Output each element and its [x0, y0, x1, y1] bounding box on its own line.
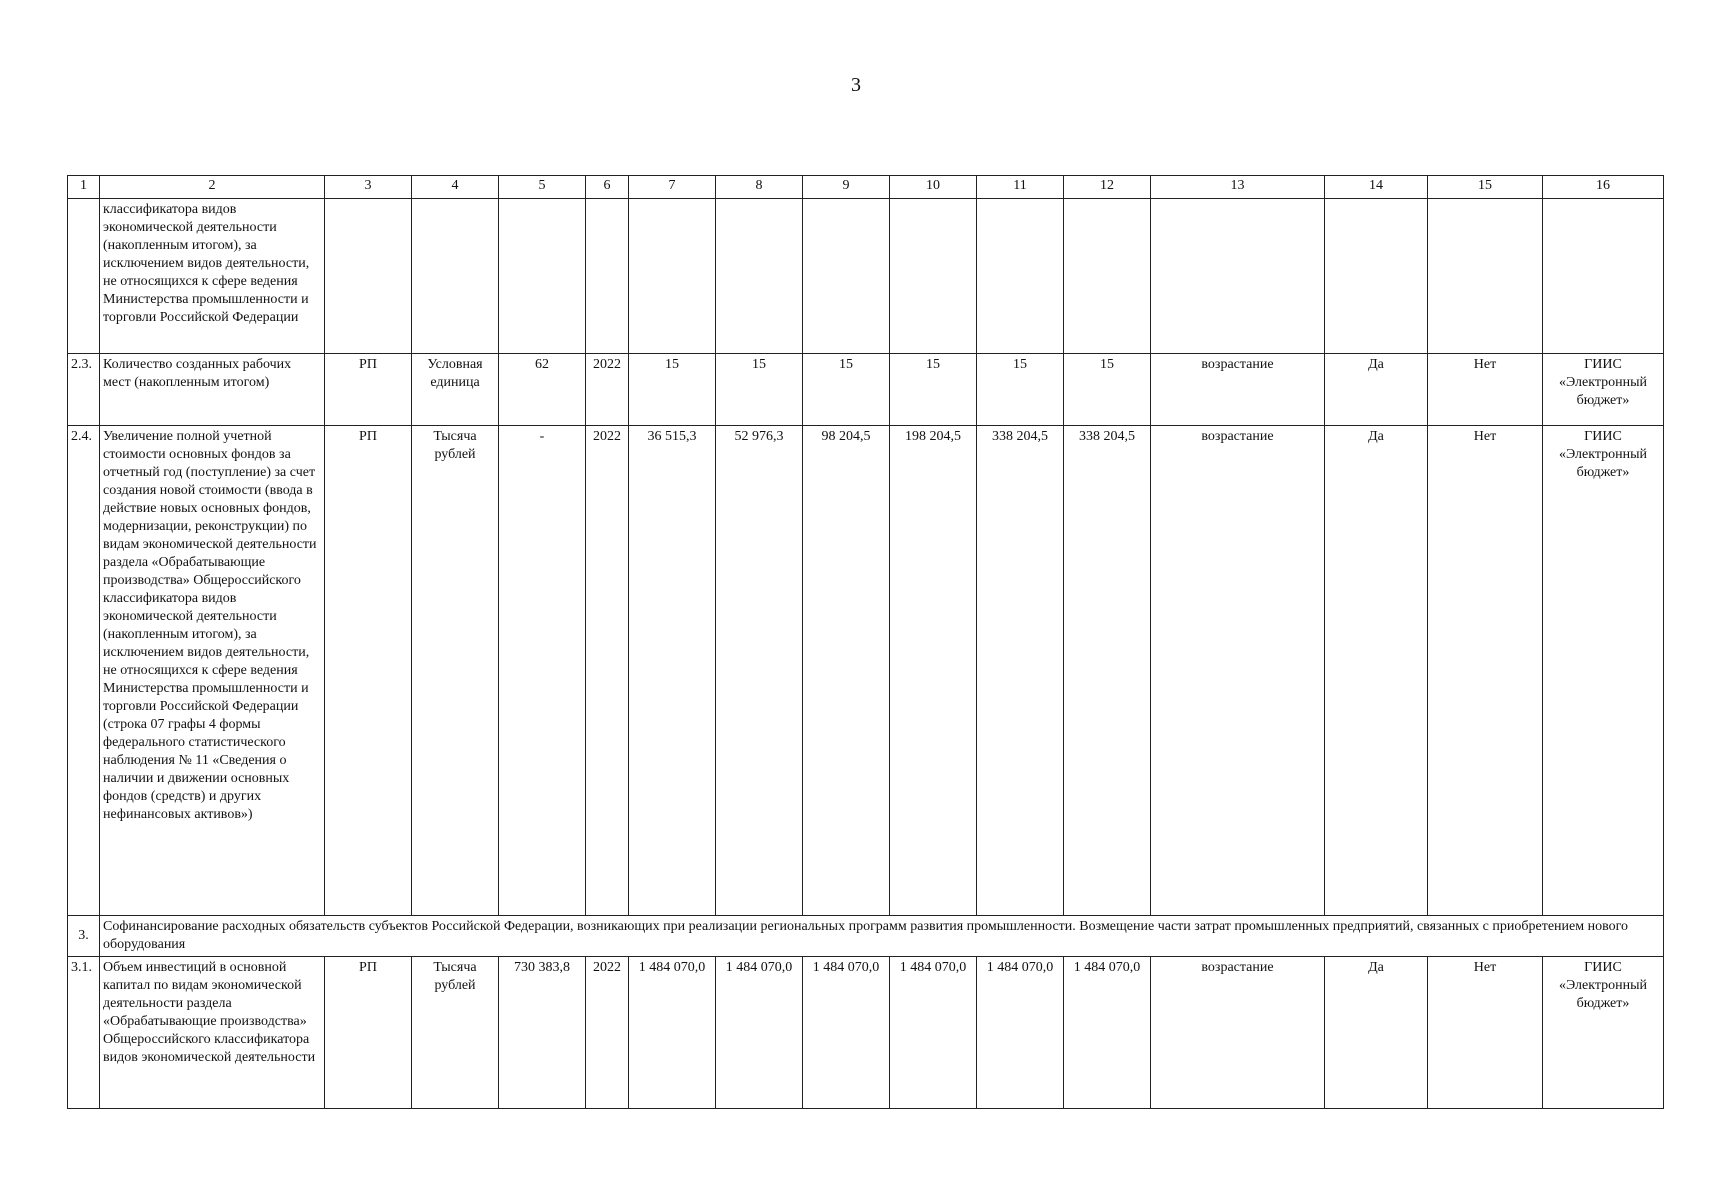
cell-level: РП [325, 957, 412, 1109]
col-header: 11 [977, 176, 1064, 199]
col-header: 5 [499, 176, 586, 199]
cell-name: Объем инвестиций в основной капитал по видам экономической деятельности раздела «Обрабатывающие производства» Общероссийского классификатора видов экономической деятельности [100, 957, 325, 1109]
cell-direction [1325, 199, 1428, 354]
cell-cumulative: возрастание [1151, 354, 1325, 426]
cell-value: 198 204,5 [890, 426, 977, 916]
cell-value: 15 [890, 354, 977, 426]
cell-value: 98 204,5 [803, 426, 890, 916]
page-number: 3 [851, 74, 861, 96]
table-row [68, 957, 1664, 1109]
col-header: 12 [1064, 176, 1151, 199]
section-title: Софинансирование расходных обязательств субъектов Российской Федерации, возникающих при реализации региональных программ развития промышленности. Возмещение части затрат промышленных предприятий, связанных с приобретением нового оборудования [100, 916, 1664, 957]
cell-value: 1 484 070,0 [629, 957, 716, 1109]
cell-cumulative: возрастание [1151, 426, 1325, 916]
cell-base-year: 2022 [586, 957, 629, 1109]
col-header: 13 [1151, 176, 1325, 199]
cell-system: ГИИС «Электронный бюджет» [1543, 426, 1664, 916]
cell-system [1543, 199, 1664, 354]
col-header: 1 [68, 176, 100, 199]
cell-unit [412, 199, 499, 354]
cell-value [1064, 199, 1151, 354]
cell-value [629, 199, 716, 354]
cell-value [716, 199, 803, 354]
cell-cumulative [1151, 199, 1325, 354]
cell-value: 1 484 070,0 [803, 957, 890, 1109]
col-header: 15 [1428, 176, 1543, 199]
cell-decomp: Нет [1428, 354, 1543, 426]
col-header: 6 [586, 176, 629, 199]
cell-base-value [499, 199, 586, 354]
header-row [68, 176, 1664, 199]
cell-base-year [586, 199, 629, 354]
cell-cumulative: возрастание [1151, 957, 1325, 1109]
cell-value [890, 199, 977, 354]
cell-level: РП [325, 354, 412, 426]
cell-value: 1 484 070,0 [890, 957, 977, 1109]
cell-unit: Условная единица [412, 354, 499, 426]
cell-num: 3.1. [68, 957, 100, 1109]
col-header: 2 [100, 176, 325, 199]
cell-value: 15 [629, 354, 716, 426]
section-row [68, 916, 1664, 957]
cell-name: классификатора видов экономической деятельности (накопленным итогом), за исключением видов деятельности, не относящихся к сфере ведения Министерства промышленности и торговли Российской Федерации [100, 199, 325, 354]
col-header: 14 [1325, 176, 1428, 199]
cell-direction: Да [1325, 354, 1428, 426]
cell-unit: Тысяча рублей [412, 957, 499, 1109]
cell-value: 1 484 070,0 [977, 957, 1064, 1109]
cell-base-year: 2022 [586, 354, 629, 426]
cell-decomp [1428, 199, 1543, 354]
col-header: 4 [412, 176, 499, 199]
cell-base-value: - [499, 426, 586, 916]
col-header: 10 [890, 176, 977, 199]
cell-num: 2.4. [68, 426, 100, 916]
cell-level: РП [325, 426, 412, 916]
cell-value: 52 976,3 [716, 426, 803, 916]
cell-num [68, 199, 100, 354]
cell-value: 15 [1064, 354, 1151, 426]
cell-value: 338 204,5 [977, 426, 1064, 916]
cell-system: ГИИС «Электронный бюджет» [1543, 354, 1664, 426]
cell-name: Количество созданных рабочих мест (накопленным итогом) [100, 354, 325, 426]
col-header: 8 [716, 176, 803, 199]
table-row [68, 354, 1664, 426]
cell-level [325, 199, 412, 354]
col-header: 7 [629, 176, 716, 199]
cell-direction: Да [1325, 957, 1428, 1109]
cell-value: 36 515,3 [629, 426, 716, 916]
cell-value: 1 484 070,0 [716, 957, 803, 1109]
table-row [68, 199, 1664, 354]
col-header: 9 [803, 176, 890, 199]
cell-num: 2.3. [68, 354, 100, 426]
cell-value: 15 [716, 354, 803, 426]
cell-value: 15 [803, 354, 890, 426]
cell-value: 15 [977, 354, 1064, 426]
indicators-table [67, 175, 1664, 1109]
cell-system: ГИИС «Электронный бюджет» [1543, 957, 1664, 1109]
cell-name: Увеличение полной учетной стоимости основных фондов за отчетный год (поступление) за счет создания новой стоимости (ввода в действие новых основных фондов, модернизации, реконструкции) по видам экономической деятельности раздела «Обрабатывающие производства» Общероссийского классификатора видов экономической деятельности (накопленным итогом), за исключением видов деятельности, не относящихся к сфере ведения Министерства промышленности и торговли Российской Федерации (строка 07 графы 4 формы федерального статистического наблюдения № 11 «Сведения о наличии и движении основных фондов (средств) и других нефинансовых активов») [100, 426, 325, 916]
cell-decomp: Нет [1428, 426, 1543, 916]
cell-decomp: Нет [1428, 957, 1543, 1109]
cell-value: 1 484 070,0 [1064, 957, 1151, 1109]
cell-value: 338 204,5 [1064, 426, 1151, 916]
section-num: 3. [68, 916, 100, 957]
cell-unit: Тысяча рублей [412, 426, 499, 916]
col-header: 16 [1543, 176, 1664, 199]
col-header: 3 [325, 176, 412, 199]
cell-value [803, 199, 890, 354]
cell-direction: Да [1325, 426, 1428, 916]
cell-value [977, 199, 1064, 354]
cell-base-value: 62 [499, 354, 586, 426]
cell-base-year: 2022 [586, 426, 629, 916]
cell-base-value: 730 383,8 [499, 957, 586, 1109]
table-row [68, 426, 1664, 916]
